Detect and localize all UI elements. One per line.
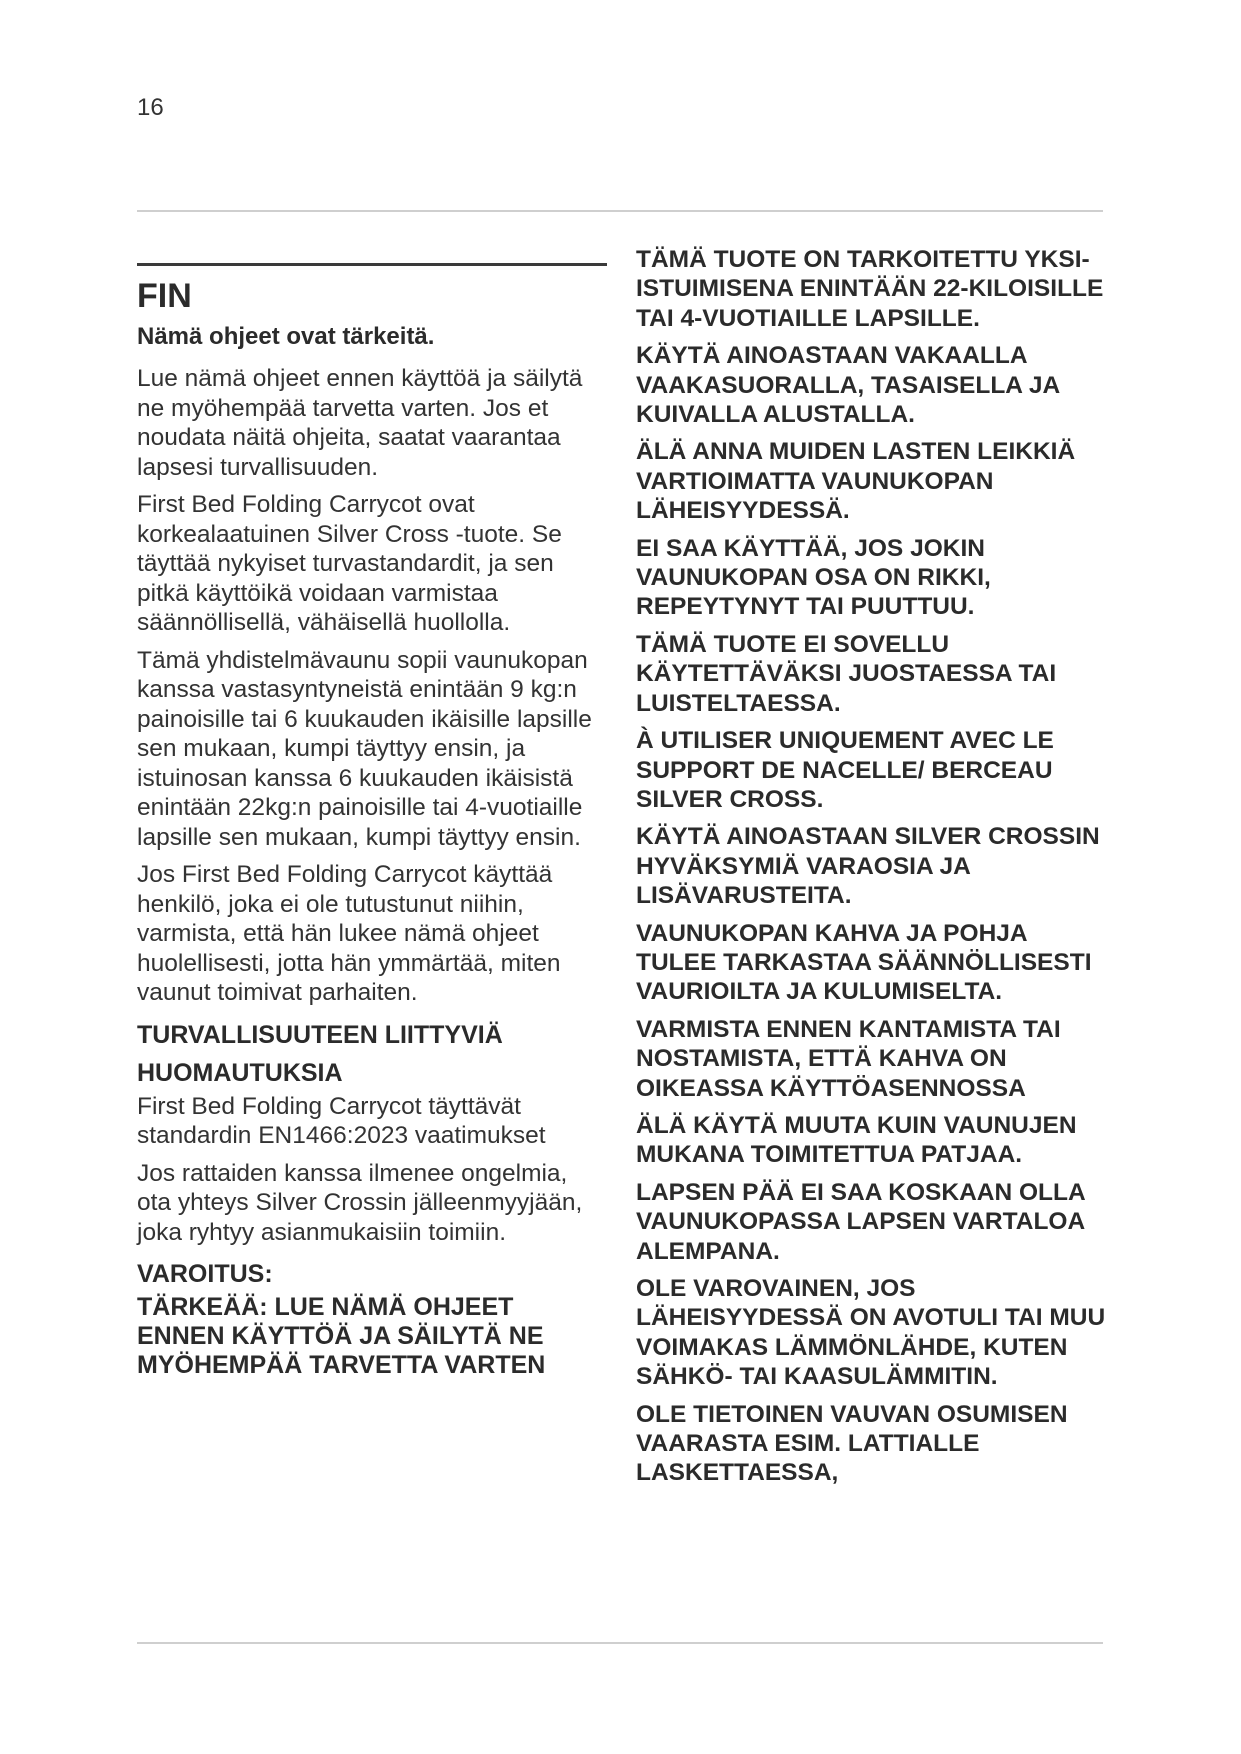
top-divider xyxy=(137,210,1103,212)
warning-item: KÄYTÄ AINOASTAAN VAKAALLA VAAKASUORALLA, TASAISELLA JA KUIVALLA ALUSTALLA. xyxy=(636,342,1060,429)
language-rule xyxy=(137,263,607,266)
warning-item: TÄMÄ TUOTE EI SOVELLU KÄYTETTÄVÄKSI JUOSTAESSA TAI LUISTELTAESSA. xyxy=(636,630,1057,717)
warning-item: LAPSEN PÄÄ EI SAA KOSKAAN OLLA VAUNUKOPASSA LAPSEN VARTALOA ALEMPANA. xyxy=(636,1178,1085,1265)
warning-item: EI SAA KÄYTTÄÄ, JOS JOKIN VAUNUKOPAN OSA ON RIKKI, REPEYTYNYT TAI PUUTTUU. xyxy=(636,534,991,621)
right-column xyxy=(636,245,1106,1496)
warning-item: OLE TIETOINEN VAUVAN OSUMISEN VAARASTA ESIM. LATTIALLE LASKETTAESSA, xyxy=(636,1400,1068,1487)
language-code: FIN xyxy=(137,277,192,315)
paragraph-other-users: Jos First Bed Folding Carrycot käyttää henkilö, joka ei ole tutustunut niihin, varmista, että hän lukee nämä ohjeet huolellisesti, jotta hän ymmärtää, miten vaunut toimivat parhaiten. xyxy=(137,861,561,1006)
paragraph-standard: First Bed Folding Carrycot täyttävät standardin EN1466:2023 vaatimukset xyxy=(137,1092,546,1149)
paragraph-contact: Jos rattaiden kanssa ilmenee ongelmia, ota yhteys Silver Crossin jälleenmyyjään, joka ryhtyy asianmukaisiin toimiin. xyxy=(137,1159,583,1246)
left-column xyxy=(137,263,607,1380)
warning-item: VARMISTA ENNEN KANTAMISTA TAI NOSTAMISTA, ETTÄ KAHVA ON OIKEASSA KÄYTTÖASENNOSSA xyxy=(636,1015,1061,1102)
paragraph-intro: Lue nämä ohjeet ennen käyttöä ja säilytä ne myöhempää tarvetta varten. Jos et noudata näitä ohjeita, saatat vaarantaa lapsesi turvallisuuden. xyxy=(137,365,583,481)
warning-item: À UTILISER UNIQUEMENT AVEC LE SUPPORT DE NACELLE/ BERCEAU SILVER CROSS. xyxy=(636,727,1054,813)
safety-heading: TURVALLISUUTEEN LIITTYVIÄ HUOMAUTUKSIA xyxy=(137,1020,503,1087)
paragraph-suitability: Tämä yhdistelmävaunu sopii vaunukopan kanssa vastasyntyneistä enintään 9 kg:n painoisille tai 6 kuukauden ikäisille lapsille sen mukaan, kumpi täyttyy ensin, ja istuinosan kanssa 6 kuukauden ikäisistä enintään 22kg:n painoisille tai 4-vuotiaille lapsille sen mukaan, kumpi täyttyy ensin. xyxy=(137,646,592,851)
warning-heading: VAROITUS: xyxy=(137,1260,273,1288)
warning-item: VAUNUKOPAN KAHVA JA POHJA TULEE TARKASTAA SÄÄNNÖLLISESTI VAURIOILTA JA KULUMISELTA. xyxy=(636,919,1092,1006)
warning-item: ÄLÄ ANNA MUIDEN LASTEN LEIKKIÄ VARTIOIMATTA VAUNUKOPAN LÄHEISYYDESSÄ. xyxy=(636,438,1076,525)
subheading: Nämä ohjeet ovat tärkeitä. xyxy=(137,323,435,350)
warning-item: ÄLÄ KÄYTÄ MUUTA KUIN VAUNUJEN MUKANA TOIMITETTUA PATJAA. xyxy=(636,1111,1077,1169)
warning-text: TÄRKEÄÄ: LUE NÄMÄ OHJEET ENNEN KÄYTTÖÄ JA SÄILYTÄ NE MYÖHEMPÄÄ TARVETTA VARTEN xyxy=(137,1293,546,1379)
warning-item: KÄYTÄ AINOASTAAN SILVER CROSSIN HYVÄKSYMIÄ VARAOSIA JA LISÄVARUSTEITA. xyxy=(636,823,1100,910)
warning-item: OLE VAROVAINEN, JOS LÄHEISYYDESSÄ ON AVOTULI TAI MUU VOIMAKAS LÄMMÖNLÄHDE, KUTEN SÄHKÖ- TAI KAASULÄMMITIN. xyxy=(636,1275,1106,1391)
paragraph-product: First Bed Folding Carrycot ovat korkealaatuinen Silver Cross -tuote. Se täyttää nykyiset turvastandardit, ja sen pitkä käyttöikä voidaan varmistaa säännöllisellä, vähäisellä huollolla. xyxy=(137,491,562,636)
bottom-divider xyxy=(137,1642,1103,1644)
warning-item: TÄMÄ TUOTE ON TARKOITETTU YKSI-ISTUIMISENA ENINTÄÄN 22-KILOISILLE TAI 4-VUOTIAILLE LAPSILLE. xyxy=(636,246,1104,332)
page-number: 16 xyxy=(137,94,164,121)
